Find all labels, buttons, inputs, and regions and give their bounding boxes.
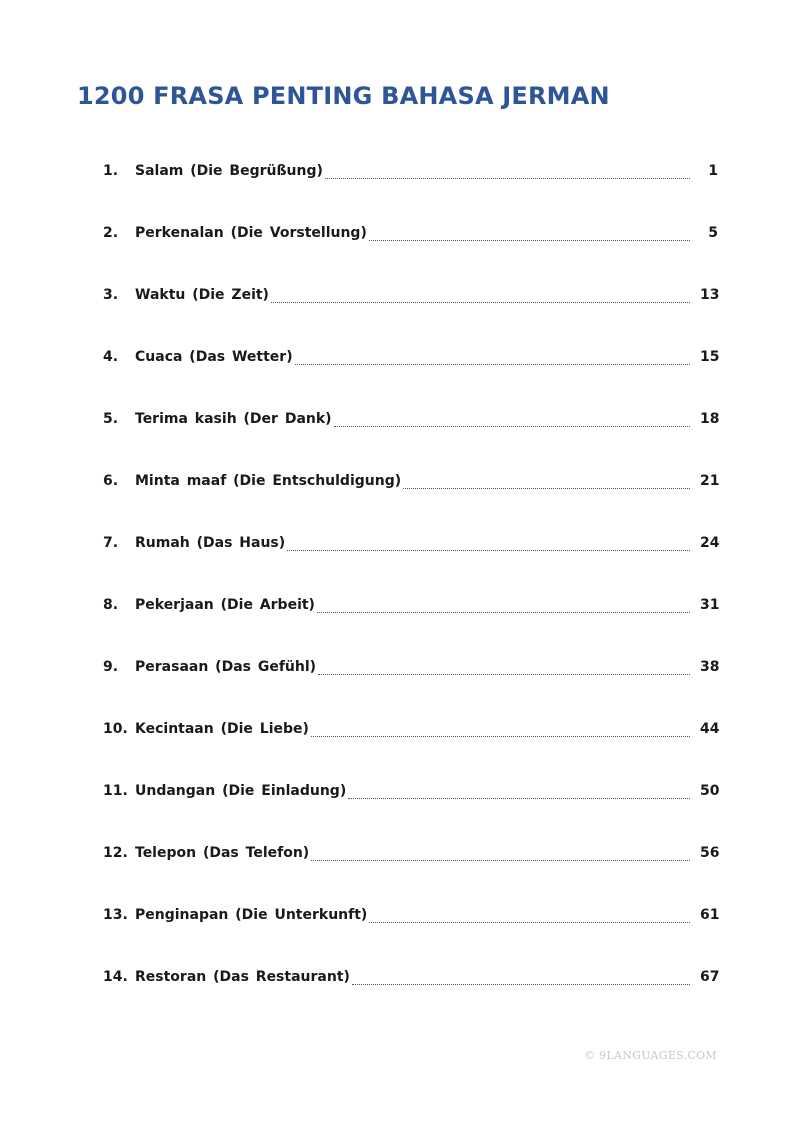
toc-leader [318,659,690,675]
toc-leader [369,225,690,241]
toc-leader [295,349,690,365]
toc-label: Undangan (Die Einladung) [135,783,347,799]
toc-entry[interactable] [103,907,718,969]
toc-label: Pekerjaan (Die Arbeit) [135,597,315,613]
toc-entry[interactable] [103,721,718,783]
toc-label: Telepon (Das Telefon) [135,845,310,861]
toc-leader [287,535,690,551]
toc-page: 31 [700,597,720,613]
toc-page: 38 [700,659,720,675]
toc-number: 3. [103,287,119,303]
toc-number: 9. [103,659,119,675]
toc-page: 67 [700,969,720,985]
toc-number: 4. [103,349,119,365]
toc-number: 5. [103,411,119,427]
toc-leader [271,287,690,303]
toc-entry[interactable] [103,411,718,473]
toc-label: Rumah (Das Haus) [135,535,286,551]
toc-leader [317,597,690,613]
toc-page: 21 [700,473,720,489]
toc-leader [348,783,690,799]
toc-label: Cuaca (Das Wetter) [135,349,293,365]
toc-leader [325,163,690,179]
toc-entry[interactable] [103,659,718,721]
toc-label: Perkenalan (Die Vorstellung) [135,225,367,241]
toc-number: 11. [103,783,128,799]
toc-entry[interactable] [103,597,718,659]
toc-number: 8. [103,597,119,613]
toc-page: 50 [700,783,720,799]
toc-entry[interactable] [103,783,718,845]
toc-entry[interactable] [103,163,718,225]
toc-page: 24 [700,535,720,551]
toc-page: 56 [700,845,720,861]
toc-page: 1 [708,163,718,179]
toc-number: 1. [103,163,119,179]
toc-label: Penginapan (Die Unterkunft) [135,907,368,923]
toc-entry[interactable] [103,287,718,349]
toc-page: 5 [708,225,718,241]
toc-label: Minta maaf (Die Entschuldigung) [135,473,402,489]
toc-entry[interactable] [103,845,718,907]
toc-number: 14. [103,969,128,985]
toc-leader [369,907,690,923]
toc-number: 13. [103,907,128,923]
copyright-footer: © 9LANGUAGES.COM [584,1049,717,1062]
toc-label: Waktu (Die Zeit) [135,287,269,303]
toc-entry[interactable] [103,969,718,1031]
toc-entry[interactable] [103,225,718,287]
toc-label: Restoran (Das Restaurant) [135,969,350,985]
toc-leader [403,473,690,489]
toc-label: Terima kasih (Der Dank) [135,411,332,427]
page-title: 1200 FRASA PENTING BAHASA JERMAN [77,82,610,110]
toc-number: 12. [103,845,128,861]
toc-page: 18 [700,411,720,427]
toc-leader [311,845,690,861]
toc-leader [352,969,690,985]
toc-page: 61 [700,907,720,923]
toc-entry[interactable] [103,349,718,411]
toc-number: 10. [103,721,128,737]
table-of-contents [103,163,718,1031]
toc-number: 7. [103,535,119,551]
toc-page: 13 [700,287,720,303]
toc-leader [311,721,690,737]
toc-leader [334,411,690,427]
toc-page: 44 [700,721,720,737]
toc-number: 6. [103,473,119,489]
toc-entry[interactable] [103,535,718,597]
toc-label: Kecintaan (Die Liebe) [135,721,309,737]
toc-page: 15 [700,349,720,365]
toc-label: Salam (Die Begrüßung) [135,163,323,179]
toc-label: Perasaan (Das Gefühl) [135,659,317,675]
toc-entry[interactable] [103,473,718,535]
toc-number: 2. [103,225,119,241]
